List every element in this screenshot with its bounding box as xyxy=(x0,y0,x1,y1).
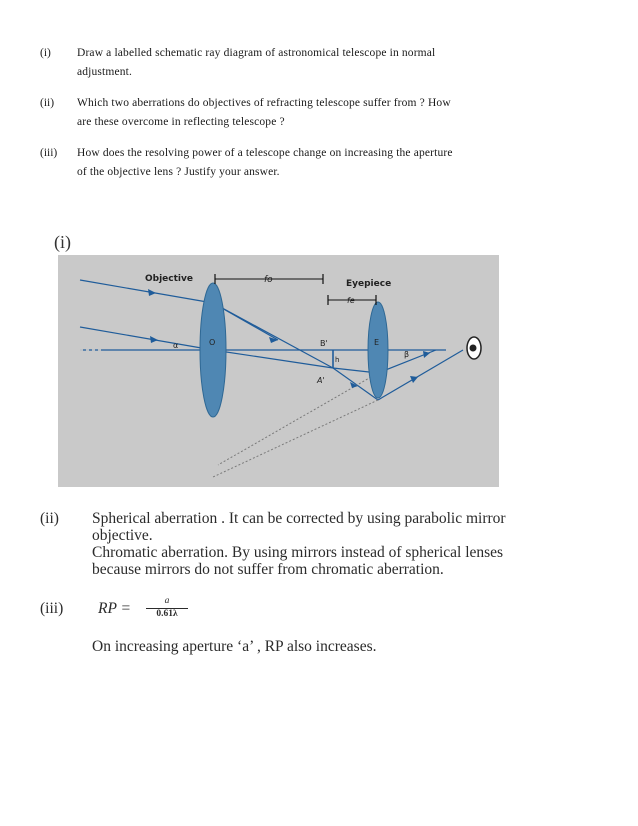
question-text-line: Which two aberrations do objectives of refracting telescope suffer from ? How xyxy=(77,97,451,109)
objective-label: Objective xyxy=(145,274,193,284)
question-text-line: adjustment. xyxy=(77,66,132,78)
point-a-label: A' xyxy=(317,376,325,385)
answer-text-line: because mirrors do not suffer from chromatic aberration. xyxy=(92,561,444,578)
formula-fraction xyxy=(146,596,188,619)
answer-2 xyxy=(40,510,580,590)
question-text-line: Draw a labelled schematic ray diagram of astronomical telescope in normal xyxy=(77,47,436,59)
objective-lens xyxy=(200,283,226,417)
eyepiece-label: Eyepiece xyxy=(346,279,392,289)
angle-alpha-label: α xyxy=(173,341,179,350)
formula-lhs: RP = xyxy=(98,600,131,617)
point-o-label: O xyxy=(209,338,216,347)
telescope-ray-diagram xyxy=(58,255,499,487)
formula-numerator: a xyxy=(164,596,170,606)
question-number: (iii) xyxy=(40,147,58,159)
point-h-label: h xyxy=(335,356,340,364)
answer-3-conclusion: On increasing aperture ‘a’ , RP also increases. xyxy=(92,638,377,655)
angle-beta-label: β xyxy=(404,350,410,359)
point-b-label: B' xyxy=(320,339,328,348)
fe-label: fe xyxy=(347,296,355,305)
eyepiece-lens xyxy=(368,302,388,398)
diagram-background xyxy=(58,255,499,487)
answer-number: (iii) xyxy=(40,600,64,617)
question-text-line: How does the resolving power of a telescope change on increasing the aperture xyxy=(77,147,453,159)
answer-text-line: Spherical aberration . It can be corrected by using parabolic mirror xyxy=(92,510,506,527)
answer-number: (ii) xyxy=(40,510,59,527)
answer-text-line: Chromatic aberration. By using mirrors instead of spherical lenses xyxy=(92,544,504,561)
answer-text-line: objective. xyxy=(92,527,153,544)
question-text-line: are these overcome in reflecting telescope ? xyxy=(77,116,285,128)
formula-denominator: 0.61λ xyxy=(156,609,178,619)
figure-label: (i) xyxy=(54,232,71,252)
question-text-line: of the objective lens ? Justify your answer. xyxy=(77,166,280,178)
question-number: (ii) xyxy=(40,97,55,109)
eye-icon xyxy=(467,337,481,359)
question-number: (i) xyxy=(40,47,51,59)
answer-3-formula xyxy=(40,596,440,630)
fo-label: fo xyxy=(264,275,273,285)
point-e-label: E xyxy=(374,338,380,347)
